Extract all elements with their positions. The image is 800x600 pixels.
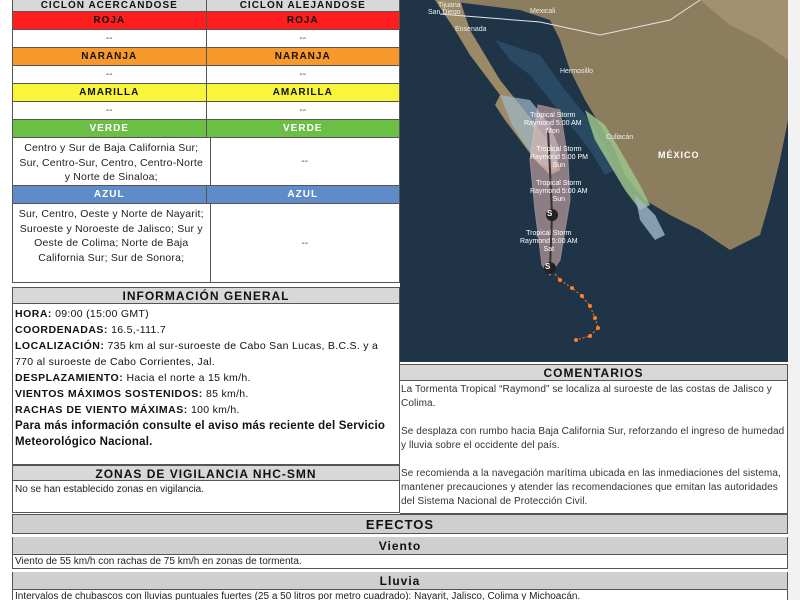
wind-title: Viento (12, 537, 788, 555)
col-header-approaching: CICLÓN ACERCÁNDOSE (13, 0, 207, 12)
label-mexico: MÉXICO (658, 150, 700, 160)
col-header-departing: CICLÓN ALEJÁNDOSE (207, 0, 400, 12)
label-hermosillo: Hermosillo (560, 68, 594, 75)
label-mexicali: Mexicali (530, 8, 556, 15)
alert-amarilla-approaching: AMARILLA (13, 84, 207, 102)
info-rachas: RACHAS DE VIENTO MÁXIMAS: 100 km/h. (15, 404, 240, 416)
roja-approaching-value: -- (13, 30, 207, 48)
alert-azul-departing: AZUL (207, 186, 400, 204)
storm-marker-label-current: S (545, 262, 551, 271)
rain-title: Lluvia (12, 572, 788, 590)
alert-verde-approaching: VERDE (13, 120, 207, 138)
naranja-approaching-value: -- (13, 66, 207, 84)
general-info-title: INFORMACIÓN GENERAL (13, 288, 399, 304)
alert-verde-departing: VERDE (207, 120, 400, 138)
info-note: Para más información consulte el aviso más reciente del Servicio Meteorológico Nacional. (15, 420, 386, 448)
alert-naranja-approaching: NARANJA (13, 48, 207, 66)
label-san-diego: San Diego (428, 9, 461, 16)
azul-departing-value: -- (211, 204, 400, 283)
rain-text: Intervalos de chubascos con lluvias puntuales fuertes (25 a 50 litros por metro cuadrado): Nayarit, Jalisco, Colima y Michoacán. (12, 590, 788, 600)
label-storm-sun-am: Tropical Storm Raymond 5:00 AM Sun (530, 180, 588, 203)
comment-p2: Se desplaza con rumbo hacia Baja California Sur, reforzando el ingreso de humedad y lluvia sobre el occidente del país. (401, 426, 785, 451)
label-storm-sun-pm: Tropical Storm Raymond 5:00 PM Sun (530, 146, 588, 169)
verde-departing-value: -- (211, 138, 400, 186)
info-vientos: VIENTOS MÁXIMOS SOSTENIDOS: 85 km/h. (15, 388, 249, 400)
alert-naranja-departing: NARANJA (207, 48, 400, 66)
effects-panel (12, 514, 788, 600)
info-coordenadas: COORDENADAS: 16.5,-111.7 (15, 324, 167, 336)
roja-departing-value: -- (207, 30, 400, 48)
comment-p3: Se recomienda a la navegación marítima ubicada en las inmediaciones del sistema, mantener precauciones y atender las recomendaciones que emitan las autoridades del Sistema Nacional de Protección Civil. (401, 468, 781, 507)
verde-approaching-value: Centro y Sur de Baja California Sur; Sur, Centro-Sur, Centro, Centro-Norte y Norte de Sinaloa; (13, 138, 211, 186)
info-localizacion: LOCALIZACIÓN: 735 km al sur-suroeste de Cabo San Lucas, B.C.S. y a 770 al suroeste de Cabo Corrientes, Jal. (15, 340, 379, 368)
storm-track-map (400, 0, 788, 362)
alert-azul-approaching: AZUL (13, 186, 207, 204)
naranja-departing-value: -- (207, 66, 400, 84)
comments-panel (400, 364, 788, 514)
info-desplazamiento: DESPLAZAMIENTO: Hacia el norte a 15 km/h. (15, 372, 251, 384)
comment-p1: La Tormenta Tropical “Raymond” se localiza al suroeste de las costas de Jalisco y Colima. (401, 384, 772, 409)
amarilla-approaching-value: -- (13, 102, 207, 120)
label-tijuana: Tijuana (438, 2, 461, 9)
effects-title: EFECTOS (12, 514, 788, 534)
label-ensenada: Ensenada (455, 26, 487, 33)
alert-roja-approaching: ROJA (13, 12, 207, 30)
map-svg (400, 0, 788, 362)
alert-roja-departing: ROJA (207, 12, 400, 30)
comments-title: COMENTARIOS (400, 365, 787, 381)
storm-marker-label: S (547, 209, 553, 218)
right-margin (788, 0, 800, 600)
info-hora: HORA: 09:00 (15:00 GMT) (15, 308, 149, 320)
label-storm-mon: Tropical Storm Raymond 5:00 AM Mon (524, 112, 582, 135)
azul-approaching-value: Sur, Centro, Oeste y Norte de Nayarit; Suroeste y Noroeste de Jalisco; Sur y Oeste de Colima; Norte de Baja California Sur; Sur de Sonora; (13, 204, 211, 283)
label-culiacan: Culiacán (606, 134, 634, 141)
wind-text: Viento de 55 km/h con rachas de 75 km/h en zonas de tormenta. (12, 555, 788, 569)
alert-amarilla-departing: AMARILLA (207, 84, 400, 102)
general-info-panel (12, 287, 400, 465)
watch-zones-text: No se han establecido zonas en vigilancia. (15, 484, 205, 495)
amarilla-departing-value: -- (207, 102, 400, 120)
label-storm-sat: Tropical Storm Raymond 5:00 AM Sat (520, 230, 578, 253)
alert-table (12, 0, 400, 283)
watch-zones-title: ZONAS DE VIGILANCIA NHC-SMN (13, 465, 399, 481)
watch-zones-panel (12, 465, 400, 513)
